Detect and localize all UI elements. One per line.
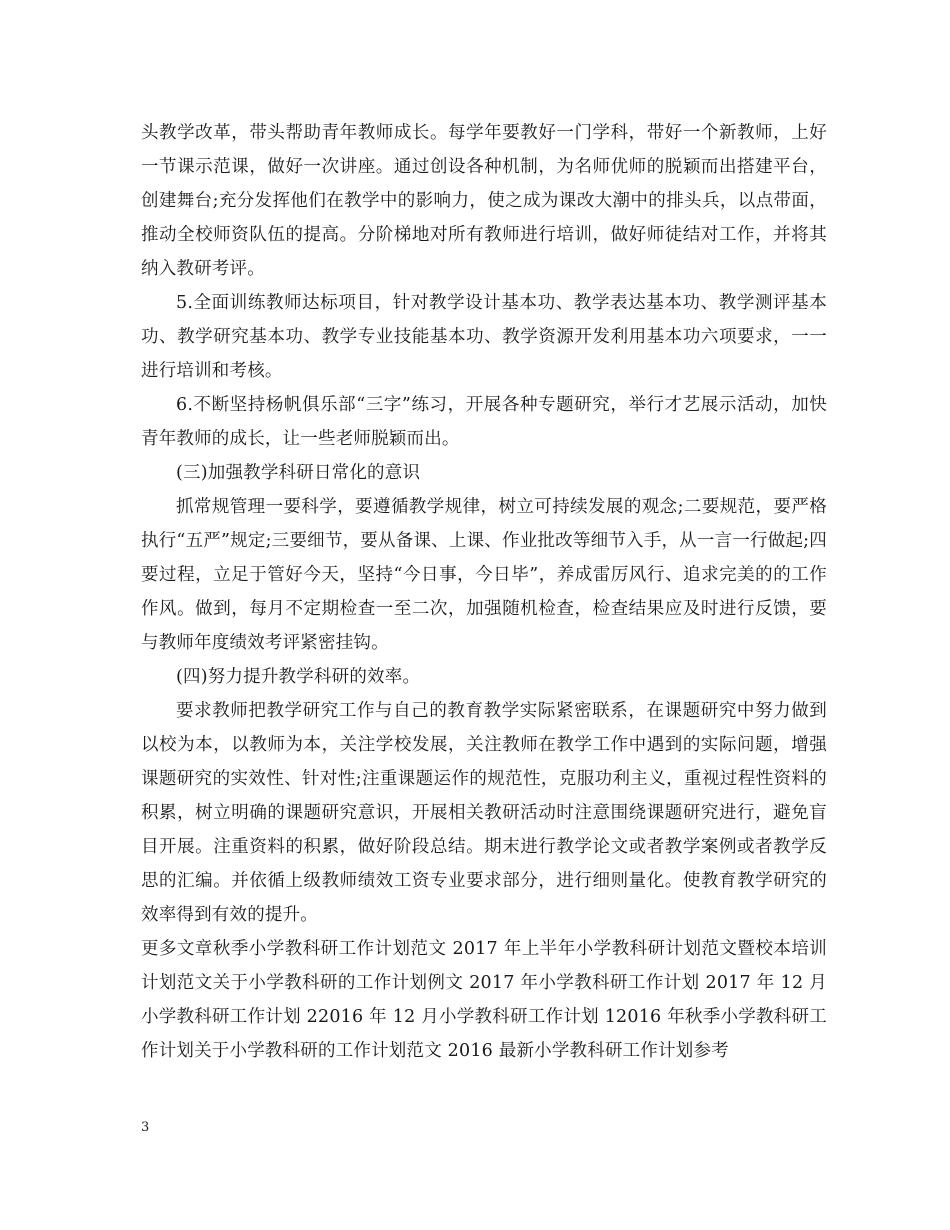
paragraph-3: 6.不断坚持杨帆俱乐部“三字”练习，开展各种专题研究，举行才艺展示活动，加快青年教师的成长，让一些老师脱颖而出。 [141, 395, 827, 449]
document-body [141, 116, 827, 1068]
section-heading-3: (三)加强教学科研日常化的意识 [176, 463, 421, 483]
section-heading-4: (四)努力提升教学科研的效率。 [176, 667, 421, 687]
paragraph-2: 5.全面训练教师达标项目，针对教学设计基本功、教学表达基本功、教学测评基本功、教学研究基本功、教学专业技能基本功、教学资源开发利用基本功六项要求，一一进行培训和考核。 [141, 293, 827, 381]
paragraph-4: 抓常规管理一要科学，要遵循教学规律，树立可持续发展的观念;二要规范，要严格执行“五严”规定;三要细节，要从备课、上课、作业批改等细节入手，从一言一行做起;四要过程，立足于管好今天，坚持“今日事，今日毕”，养成雷厉风行、追求完美的的工作作风。做到，每月不定期检查一至二次，加强随机检查，检查结果应及时进行反馈，要与教师年度绩效考评紧密挂钩。 [141, 497, 827, 653]
paragraph-5: 要求教师把教学研究工作与自己的教育教学实际紧密联系，在课题研究中努力做到以校为本，以教师为本，关注学校发展，关注教师在教学工作中遇到的实际问题，增强课题研究的实效性、针对性;注重课题运作的规范性，克服功利主义，重视过程性资料的积累，树立明确的课题研究意识，开展相关教研活动时注意围绕课题研究进行，避免盲目开展。注重资料的积累，做好阶段总结。期末进行教学论文或者教学案例或者教学反思的汇编。并依循上级教师绩效工资专业要求部分，进行细则量化。使教育教学研究的效率得到有效的提升。 [141, 701, 827, 925]
paragraph-1: 头教学改革，带头帮助青年教师成长。每学年要教好一门学科，带好一个新教师，上好一节课示范课，做好一次讲座。通过创设各种机制，为名师优师的脱颖而出搭建平台，创建舞台;充分发挥他们在教学中的影响力，使之成为课改大潮中的排头兵，以点带面，推动全校师资队伍的提高。分阶梯地对所有教师进行培训，做好师徒结对工作，并将其纳入教研考评。 [141, 123, 827, 279]
more-articles-paragraph: 更多文章秋季小学教科研工作计划范文 2017 年上半年小学教科研计划范文暨校本培训计划范文关于小学教科研的工作计划例文 2017 年小学教科研工作计划 2017 年 12 月小学教科研工作计划 22016 年 12 月小学教科研工作计划 12016 年秋季小学教科研工作计划关于小学教科研的工作计划范文 2016 最新小学教科研工作计划参考 [141, 939, 827, 1061]
page-number: 3 [141, 1120, 150, 1135]
